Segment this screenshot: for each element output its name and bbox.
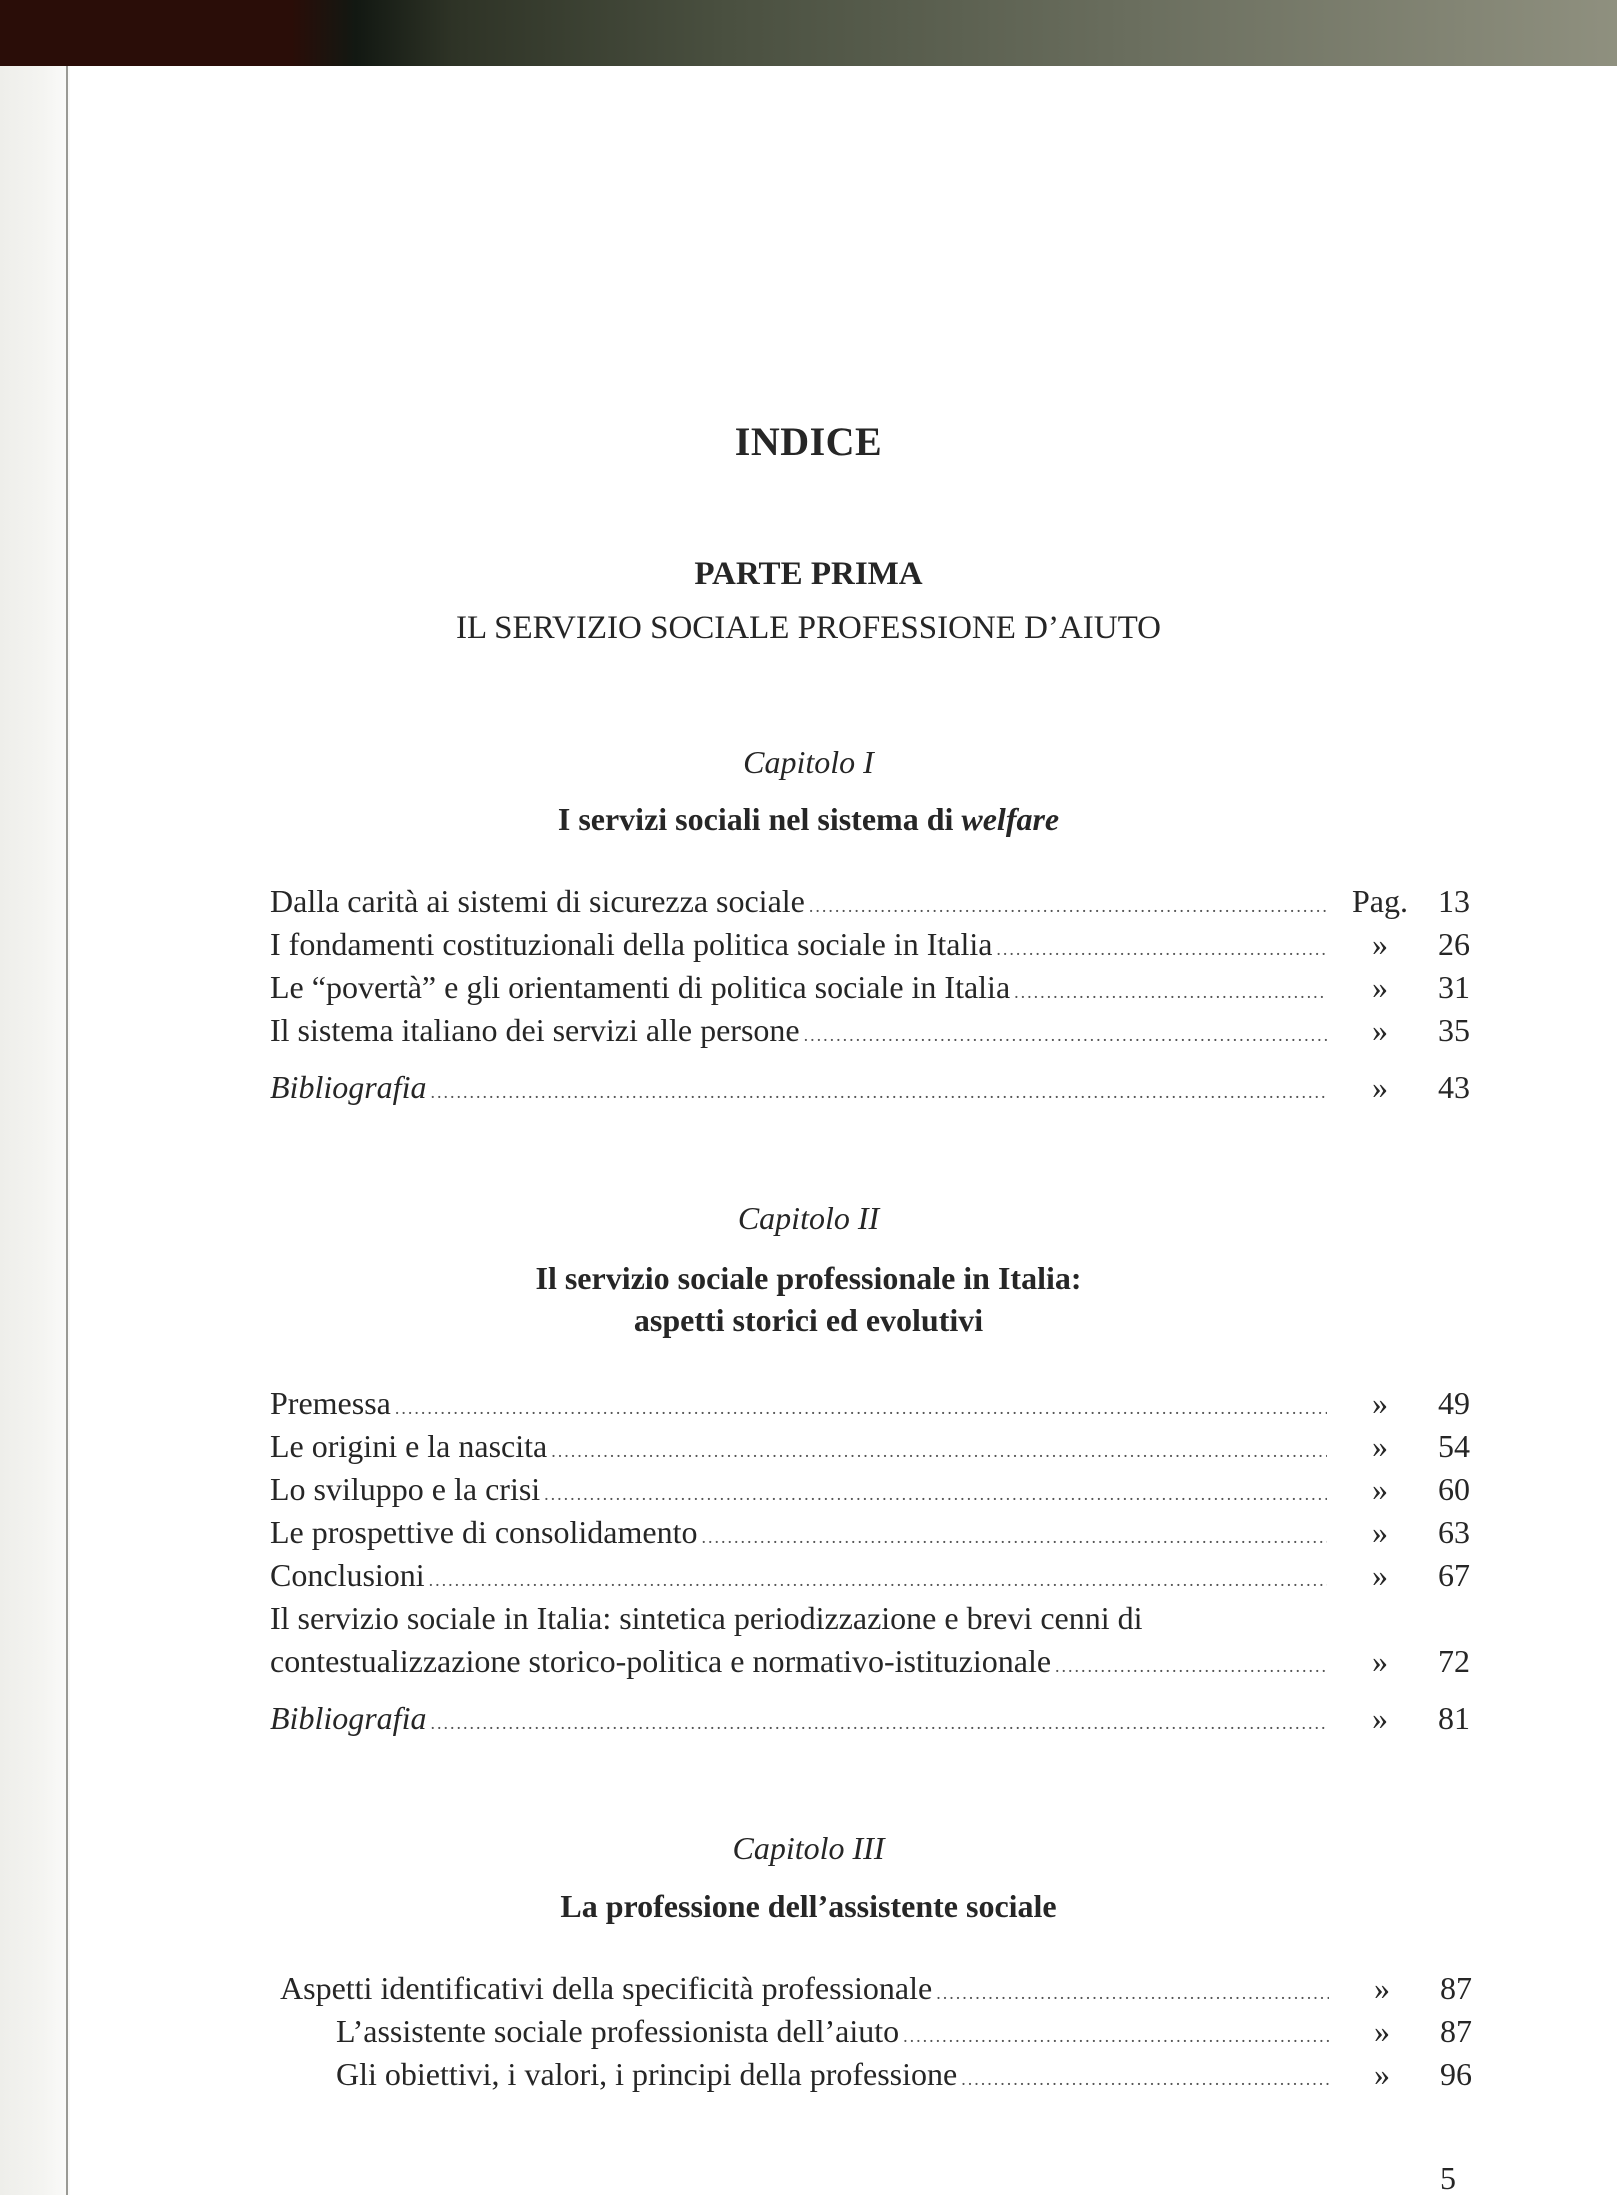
- toc-entry-label: Le origini e la nascita: [270, 1425, 551, 1468]
- toc-ref: »: [1374, 2013, 1390, 2049]
- chapter-2-title-line2: aspetti storici ed evolutivi: [633, 1302, 984, 1338]
- dot-leader: [395, 1387, 1327, 1430]
- toc-page: 49: [1438, 1385, 1470, 1421]
- chapter-2-toc: [270, 1382, 1470, 1740]
- dot-leader: [804, 1014, 1327, 1057]
- toc-ref: »: [1372, 1012, 1388, 1048]
- toc-entry[interactable]: [270, 1382, 1470, 1425]
- dot-leader: [961, 2058, 1329, 2101]
- toc-entry-label: Conclusioni: [270, 1554, 429, 1597]
- toc-ref: »: [1374, 1970, 1390, 2006]
- toc-entry[interactable]: [270, 923, 1470, 966]
- scan-background-band: [0, 0, 1617, 66]
- toc-page: 35: [1438, 1012, 1470, 1048]
- toc-subentry[interactable]: [280, 2010, 1472, 2053]
- dot-leader: [903, 2015, 1329, 2058]
- chapter-1-toc: [270, 880, 1470, 1109]
- toc-page: 87: [1440, 2013, 1472, 2049]
- chapter-1-label: Capitolo I: [743, 744, 874, 780]
- toc-page: 63: [1438, 1514, 1470, 1550]
- toc-entry-label: Premessa: [270, 1382, 395, 1425]
- toc-ref: »: [1372, 926, 1388, 962]
- part-label: PARTE PRIMA: [694, 556, 923, 592]
- toc-page: 96: [1440, 2056, 1472, 2092]
- dot-leader: [1014, 971, 1327, 1014]
- toc-entry-label: contestualizzazione storico-politica e normativo-istituzionale: [270, 1640, 1055, 1683]
- toc-entry-label: Gli obiettivi, i valori, i principi della professione: [280, 2053, 961, 2096]
- chapter-2-title-line1: Il servizio sociale professionale in Italia:: [535, 1260, 1082, 1296]
- page-number: 5: [1440, 2160, 1456, 2196]
- spine-line: [66, 66, 68, 2195]
- toc-page: 81: [1438, 1700, 1470, 1736]
- dot-leader: [430, 1702, 1327, 1745]
- toc-ref: »: [1372, 969, 1388, 1005]
- toc-entry[interactable]: [270, 1554, 1470, 1597]
- chapter-3-label: Capitolo III: [732, 1830, 885, 1866]
- toc-ref: »: [1372, 1471, 1388, 1507]
- toc-ref: »: [1372, 1643, 1388, 1679]
- dot-leader: [544, 1473, 1327, 1516]
- chapter-2-label: Capitolo II: [737, 1200, 880, 1236]
- dot-leader: [996, 928, 1327, 971]
- toc-ref: »: [1372, 1428, 1388, 1464]
- dot-leader: [1055, 1645, 1327, 1688]
- toc-ref: »: [1374, 2056, 1390, 2092]
- toc-entry[interactable]: [270, 1468, 1470, 1511]
- chapter-3-title: La professione dell’assistente sociale: [560, 1888, 1057, 1924]
- toc-entry-label: Le prospettive di consolidamento: [270, 1511, 701, 1554]
- toc-entry[interactable]: [270, 1511, 1470, 1554]
- dot-leader: [551, 1430, 1327, 1473]
- chapter-1-title-italic: welfare: [961, 801, 1060, 837]
- toc-entry-bibliography[interactable]: [270, 1066, 1470, 1109]
- toc-entry[interactable]: [270, 966, 1470, 1009]
- toc-ref: »: [1372, 1557, 1388, 1593]
- dot-leader: [701, 1516, 1327, 1559]
- toc-entry-label: Bibliografia: [270, 1697, 430, 1740]
- page-title: INDICE: [734, 419, 883, 464]
- dot-leader: [429, 1559, 1327, 1602]
- toc-entry-label: Dalla carità ai sistemi di sicurezza sociale: [270, 880, 809, 923]
- toc-entry-label: Il servizio sociale in Italia: sintetica periodizzazione e brevi cenni di: [270, 1597, 1147, 1640]
- toc-entry-line2[interactable]: [270, 1640, 1470, 1683]
- toc-ref: »: [1372, 1069, 1388, 1105]
- toc-ref: »: [1372, 1700, 1388, 1736]
- dot-leader: [430, 1071, 1327, 1114]
- toc-entry-label: L’assistente sociale professionista dell’aiuto: [280, 2010, 903, 2053]
- toc-entry-label: Aspetti identificativi della specificità professionale: [280, 1967, 936, 2010]
- toc-entry-bibliography[interactable]: [270, 1697, 1470, 1740]
- toc-subentry[interactable]: [280, 2053, 1472, 2096]
- toc-page: 13: [1438, 883, 1470, 919]
- toc-ref: Pag.: [1352, 883, 1408, 919]
- toc-page: 87: [1440, 1970, 1472, 2006]
- dot-leader: [809, 885, 1327, 928]
- toc-page: 67: [1438, 1557, 1470, 1593]
- toc-entry-label: Il sistema italiano dei servizi alle persone: [270, 1009, 804, 1052]
- toc-entry-label: I fondamenti costituzionali della politica sociale in Italia: [270, 923, 996, 966]
- toc-entry-line1[interactable]: [270, 1597, 1470, 1640]
- toc-entry-label: Le “povertà” e gli orientamenti di politica sociale in Italia: [270, 966, 1014, 1009]
- toc-entry[interactable]: [270, 1009, 1470, 1052]
- toc-page: 26: [1438, 926, 1470, 962]
- toc-entry[interactable]: [270, 1425, 1470, 1468]
- page-gutter: [0, 66, 70, 2195]
- toc-page: 31: [1438, 969, 1470, 1005]
- toc-ref: »: [1372, 1514, 1388, 1550]
- chapter-3-toc: [280, 1967, 1472, 2096]
- chapter-1-title-main: I servizi sociali nel sistema di: [557, 801, 962, 837]
- toc-page: 43: [1438, 1069, 1470, 1105]
- chapter-1-title: [0, 798, 1617, 840]
- toc-page: 60: [1438, 1471, 1470, 1507]
- dot-leader: [936, 1972, 1329, 2015]
- toc-entry-label: Lo sviluppo e la crisi: [270, 1468, 544, 1511]
- part-subtitle: IL SERVIZIO SOCIALE PROFESSIONE D’AIUTO: [455, 610, 1162, 646]
- toc-page: 54: [1438, 1428, 1470, 1464]
- toc-ref: »: [1372, 1385, 1388, 1421]
- toc-entry-label: Bibliografia: [270, 1066, 430, 1109]
- toc-page: 72: [1438, 1643, 1470, 1679]
- toc-entry[interactable]: [270, 880, 1470, 923]
- toc-entry[interactable]: [280, 1967, 1472, 2010]
